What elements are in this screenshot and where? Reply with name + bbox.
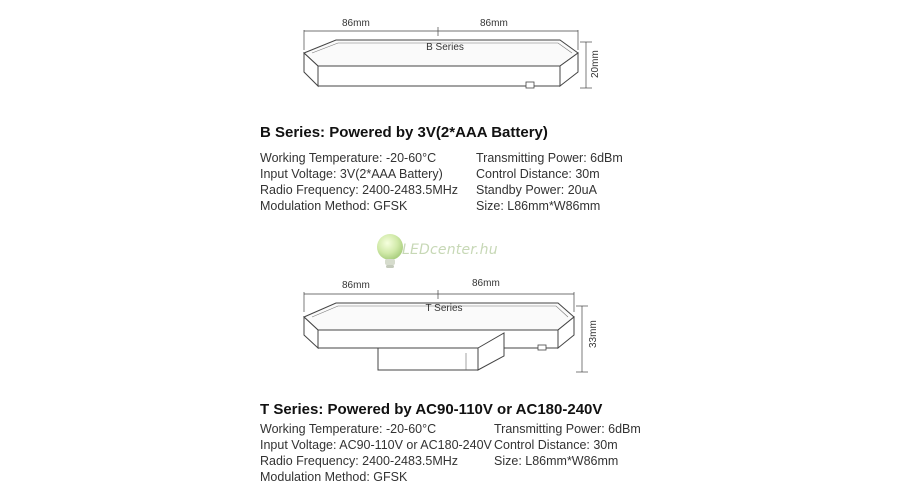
b-series-specs-right — [476, 150, 623, 214]
b-series-heading: B Series: Powered by 3V(2*AAA Battery) — [260, 124, 548, 141]
t-series-height-label: 33mm — [588, 320, 599, 348]
spec-line: Standby Power: 20uA — [476, 183, 597, 197]
t-series-panel-label: T Series — [425, 303, 463, 314]
t-series-specs-right — [494, 421, 641, 469]
t-series-depth-label: 86mm — [472, 278, 500, 289]
logo-text: LEDcenter.hu — [402, 242, 498, 258]
t-series-height-dimension — [576, 306, 588, 372]
b-series-specs-left — [260, 150, 458, 214]
spec-line: Modulation Method: GFSK — [260, 470, 408, 484]
spec-line: Input Voltage: AC90-110V or AC180-240V — [260, 438, 492, 452]
spec-line: Size: L86mm*W86mm — [494, 454, 619, 468]
b-series-height-label: 20mm — [590, 50, 601, 78]
ledcenter-logo — [374, 231, 534, 271]
spec-line: Control Distance: 30m — [476, 167, 600, 181]
t-series-width-label: 86mm — [342, 280, 370, 291]
t-series-specs-left — [260, 421, 492, 485]
spec-line: Working Temperature: -20-60°C — [260, 422, 437, 436]
b-series-depth-label: 86mm — [480, 18, 508, 29]
spec-line: Transmitting Power: 6dBm — [476, 151, 623, 165]
spec-line: Size: L86mm*W86mm — [476, 199, 601, 213]
spec-line: Radio Frequency: 2400-2483.5MHz — [260, 183, 459, 197]
t-series-heading: T Series: Powered by AC90-110V or AC180-240V — [260, 401, 603, 418]
spec-line: Control Distance: 30m — [494, 438, 618, 452]
spec-line: Modulation Method: GFSK — [260, 199, 408, 213]
spec-line: Input Voltage: 3V(2*AAA Battery) — [260, 167, 443, 181]
spec-line: Working Temperature: -20-60°C — [260, 151, 437, 165]
spec-line: Transmitting Power: 6dBm — [494, 422, 641, 436]
spec-line: Radio Frequency: 2400-2483.5MHz — [260, 454, 459, 468]
b-series-panel-label: B Series — [426, 42, 464, 53]
b-series-width-label: 86mm — [342, 18, 370, 29]
